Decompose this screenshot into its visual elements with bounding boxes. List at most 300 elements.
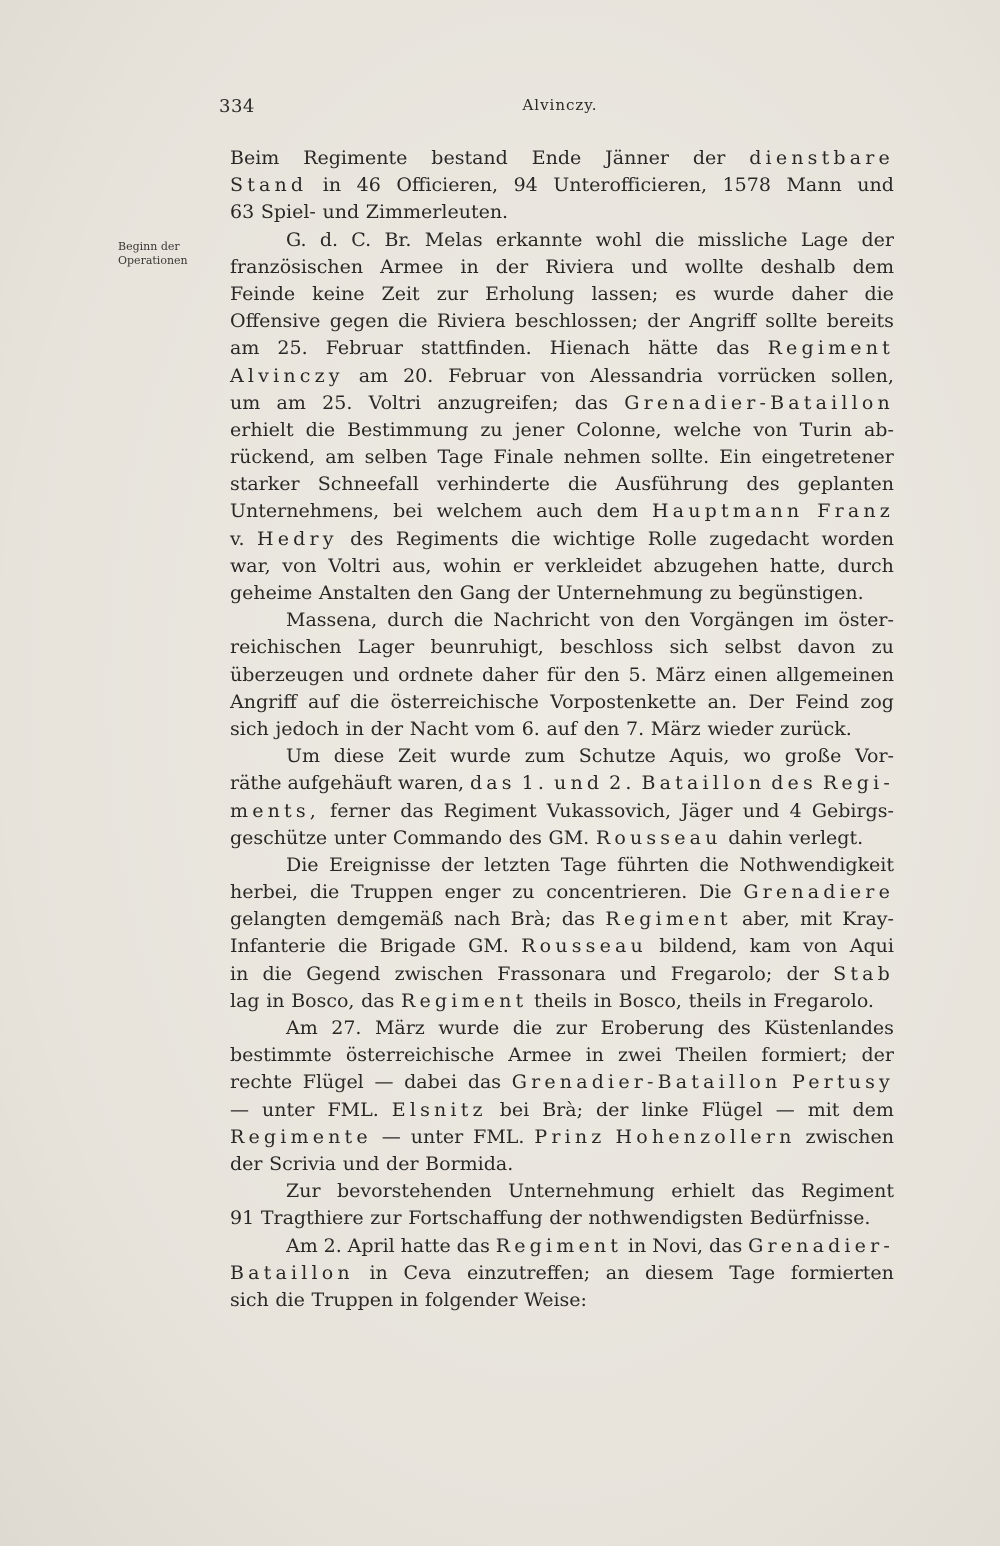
word: — bbox=[230, 1098, 249, 1121]
word: die bbox=[512, 1017, 543, 1039]
word: der bbox=[230, 1152, 263, 1175]
word: er bbox=[512, 554, 534, 577]
word: missliche bbox=[697, 228, 788, 251]
text-line bbox=[230, 607, 894, 634]
word: sollen, bbox=[831, 364, 894, 387]
text-line bbox=[230, 199, 894, 226]
word: Februar bbox=[448, 364, 526, 387]
word: diese bbox=[333, 745, 385, 768]
word: in bbox=[399, 1288, 419, 1311]
word: das bbox=[751, 1180, 785, 1203]
word: Truppen bbox=[351, 881, 433, 904]
word: wurde bbox=[438, 1017, 500, 1039]
word: am bbox=[358, 364, 389, 387]
word: der bbox=[386, 1152, 419, 1175]
word: geplanten bbox=[797, 473, 894, 496]
word: wichtige bbox=[552, 527, 636, 550]
word: und bbox=[742, 799, 780, 822]
word: allgemeinen bbox=[776, 663, 894, 686]
word: aber, bbox=[742, 908, 790, 931]
word: anzugreifen; bbox=[437, 391, 559, 414]
word: stattfinden. bbox=[421, 337, 532, 360]
word: große bbox=[784, 745, 842, 768]
word: das bbox=[708, 1234, 743, 1257]
word: Colonne, bbox=[576, 418, 662, 441]
word: die bbox=[453, 609, 484, 632]
word: Br. bbox=[384, 228, 412, 251]
word: einen bbox=[714, 663, 768, 686]
word: vorrücken bbox=[717, 364, 817, 387]
word: der bbox=[692, 147, 726, 169]
word: Zur bbox=[286, 1180, 321, 1203]
word: enger bbox=[444, 881, 501, 904]
word: — bbox=[374, 1071, 394, 1094]
text-line bbox=[230, 471, 894, 498]
word: 27. bbox=[331, 1017, 362, 1039]
word: mit bbox=[807, 1098, 840, 1121]
running-head: Alvinczy. bbox=[522, 96, 598, 114]
word: waren, bbox=[397, 772, 465, 795]
word: öster- bbox=[838, 609, 894, 632]
word: Am bbox=[286, 1017, 318, 1039]
word: den bbox=[583, 717, 620, 740]
word: erhielt bbox=[230, 418, 294, 441]
word: und bbox=[322, 201, 360, 224]
word: Alessandria bbox=[590, 364, 703, 387]
word: in bbox=[627, 1234, 647, 1257]
text-line bbox=[230, 1151, 894, 1178]
word: am bbox=[325, 446, 355, 469]
word: Aqui bbox=[849, 935, 894, 958]
word: Erholung bbox=[485, 282, 575, 305]
text-line bbox=[230, 308, 894, 335]
word: und bbox=[352, 663, 390, 686]
word: auf bbox=[308, 690, 339, 713]
word: im bbox=[804, 609, 829, 632]
word: und bbox=[857, 174, 894, 197]
text-line bbox=[230, 444, 894, 471]
word: des bbox=[771, 772, 817, 795]
word: die bbox=[654, 228, 685, 251]
word: französischen bbox=[230, 255, 364, 278]
page-number: 334 bbox=[219, 96, 255, 117]
word: 91 bbox=[230, 1207, 255, 1230]
word: dabei bbox=[404, 1071, 458, 1094]
word: Armee bbox=[508, 1044, 572, 1067]
word: mit bbox=[800, 908, 832, 931]
word: Ereignisse bbox=[329, 853, 431, 876]
word: Vor- bbox=[855, 745, 894, 768]
word: Um bbox=[286, 745, 321, 768]
word: Ein bbox=[719, 446, 752, 469]
word: 25. bbox=[277, 337, 308, 360]
word: des bbox=[717, 1017, 751, 1039]
word: 5. bbox=[628, 663, 647, 686]
word: dienstbare bbox=[749, 147, 894, 169]
word: Stand bbox=[230, 174, 308, 197]
word: des bbox=[350, 527, 384, 550]
word: Melas bbox=[424, 228, 483, 251]
text-line bbox=[230, 335, 894, 362]
word: Unterofficieren, bbox=[553, 174, 708, 197]
word: die bbox=[337, 935, 368, 958]
word: 2. bbox=[609, 772, 636, 795]
word: 46 bbox=[356, 174, 381, 197]
word: der bbox=[861, 1044, 894, 1067]
word: Unternehmung bbox=[508, 1180, 655, 1203]
word: 63 bbox=[230, 201, 255, 224]
text-line bbox=[230, 172, 894, 199]
word: Lager bbox=[357, 636, 415, 659]
word: beschloss bbox=[560, 636, 654, 659]
text-line bbox=[230, 852, 894, 879]
word: Nacht bbox=[409, 717, 469, 740]
word: und bbox=[554, 772, 604, 795]
word: theils bbox=[688, 989, 742, 1012]
word: der bbox=[786, 962, 819, 985]
margin-note-line: Beginn der bbox=[118, 240, 180, 253]
word: Februar bbox=[325, 337, 403, 360]
margin-note-line: Operationen bbox=[118, 254, 188, 267]
word: Vorpostenkette bbox=[550, 690, 697, 713]
word: reichischen bbox=[230, 636, 342, 659]
word: lag bbox=[230, 989, 260, 1012]
word: die bbox=[567, 473, 598, 496]
word: das bbox=[456, 1234, 490, 1257]
word: hatte, bbox=[769, 554, 826, 577]
word: jener bbox=[514, 418, 565, 441]
word: Lage bbox=[800, 228, 849, 251]
word: Eroberung bbox=[600, 1017, 705, 1039]
word: Grenadiere bbox=[743, 881, 894, 904]
word: Fregarolo; bbox=[670, 962, 773, 985]
word: Kray- bbox=[842, 908, 894, 931]
word: sich bbox=[669, 636, 709, 659]
word: Scrivia bbox=[269, 1152, 337, 1175]
word: in bbox=[266, 989, 285, 1012]
word: Grenadier- bbox=[748, 1234, 894, 1257]
word: Riviera bbox=[436, 310, 506, 333]
word: unter bbox=[262, 1098, 315, 1121]
word: eingetretener bbox=[761, 446, 894, 469]
word: GM. bbox=[468, 935, 509, 958]
word: einzutreffen; bbox=[466, 1261, 591, 1284]
word: von bbox=[802, 935, 838, 958]
word: Nachricht bbox=[493, 609, 590, 632]
text-line bbox=[230, 1015, 894, 1042]
word: durch bbox=[387, 609, 444, 632]
word: Bormida. bbox=[425, 1152, 514, 1175]
word: Fortschaffung bbox=[408, 1207, 543, 1230]
word: Nothwendigkeit bbox=[739, 853, 894, 876]
word: — bbox=[381, 1125, 401, 1148]
word: an. bbox=[707, 690, 738, 713]
word: unter bbox=[410, 1125, 464, 1148]
text-line bbox=[230, 580, 894, 607]
word: Franz bbox=[817, 500, 894, 523]
body-text bbox=[230, 145, 894, 1314]
word: Rolle bbox=[647, 527, 697, 550]
word: der bbox=[861, 228, 894, 251]
text-line bbox=[230, 227, 894, 254]
text-line bbox=[230, 363, 894, 390]
word: Bataillon bbox=[641, 772, 766, 795]
word: zum bbox=[524, 745, 565, 768]
word: keine bbox=[312, 282, 365, 305]
word: ferner bbox=[330, 799, 391, 822]
word: letzten bbox=[484, 853, 551, 876]
word: die bbox=[398, 310, 428, 333]
word: zugedacht bbox=[709, 527, 810, 550]
word: davon bbox=[797, 636, 856, 659]
word: Riviera bbox=[545, 255, 615, 278]
word: zwei bbox=[617, 1044, 662, 1067]
word: Aquis, bbox=[669, 745, 730, 768]
word: v. bbox=[230, 527, 245, 550]
word: FML. bbox=[473, 1125, 525, 1148]
text-line bbox=[230, 1260, 894, 1287]
word: welche bbox=[673, 418, 742, 441]
word: die bbox=[510, 527, 541, 550]
word: sollte. bbox=[650, 446, 710, 469]
word: bei bbox=[499, 1098, 530, 1121]
word: Feind bbox=[795, 690, 850, 713]
word: worden bbox=[821, 527, 894, 550]
word: Flügel bbox=[302, 1071, 364, 1094]
word: Gebirgs- bbox=[811, 799, 894, 822]
word: der bbox=[441, 853, 474, 876]
word: gegen bbox=[329, 310, 389, 333]
word: theils bbox=[534, 989, 588, 1012]
word: vom bbox=[474, 717, 516, 740]
word: Zeit bbox=[381, 282, 420, 305]
word: der bbox=[596, 1098, 629, 1121]
word: Weise: bbox=[524, 1288, 587, 1311]
word: Regimente bbox=[303, 147, 408, 169]
word: in bbox=[748, 989, 767, 1012]
word: in bbox=[322, 174, 342, 197]
text-line bbox=[230, 933, 894, 960]
word: Der bbox=[748, 690, 784, 713]
word: Commando bbox=[392, 826, 503, 849]
word: beschlossen; bbox=[515, 310, 638, 333]
text-line bbox=[230, 281, 894, 308]
word: verhinderte bbox=[436, 473, 550, 496]
word: Schneefall bbox=[317, 473, 419, 496]
word: d. bbox=[319, 228, 339, 251]
word: zu bbox=[709, 582, 732, 604]
word: Hauptmann bbox=[651, 500, 804, 523]
word: der bbox=[517, 582, 550, 604]
word: März bbox=[650, 717, 701, 740]
word: geheime bbox=[230, 582, 313, 604]
text-line bbox=[230, 1178, 894, 1205]
word: Pertusy bbox=[792, 1071, 894, 1094]
word: 25. bbox=[322, 391, 353, 414]
word: aus, bbox=[392, 554, 432, 577]
word: Grenadier-Bataillon bbox=[511, 1071, 782, 1094]
word: gelangten bbox=[230, 908, 327, 931]
word: Officieren, bbox=[396, 174, 499, 197]
word: Angriff bbox=[230, 690, 297, 713]
word: nothwendigsten bbox=[588, 1207, 743, 1230]
word: 1. bbox=[521, 772, 549, 795]
word: linke bbox=[641, 1098, 689, 1121]
word: G. bbox=[286, 228, 307, 251]
word: 20. bbox=[403, 364, 434, 387]
word: Gegend bbox=[306, 962, 381, 985]
word: auf bbox=[546, 717, 578, 740]
word: rechte bbox=[230, 1071, 293, 1094]
text-line bbox=[230, 743, 894, 770]
word: bestimmte bbox=[230, 1044, 332, 1067]
word: Offensive bbox=[230, 310, 321, 333]
word: starker bbox=[230, 473, 300, 496]
word: Zimmerleuten. bbox=[365, 201, 509, 224]
text-line bbox=[230, 417, 894, 444]
word: Voltri bbox=[328, 554, 381, 577]
word: und bbox=[619, 962, 657, 985]
word: das bbox=[561, 908, 595, 931]
word: Unternehmens, bbox=[230, 500, 380, 523]
text-line bbox=[230, 498, 894, 525]
word: Regiment bbox=[401, 989, 528, 1012]
text-line bbox=[230, 988, 894, 1015]
word: für bbox=[546, 663, 576, 686]
word: den bbox=[644, 609, 681, 632]
word: Zeit bbox=[398, 745, 437, 768]
word: Hedry bbox=[257, 527, 338, 550]
word: rückend, bbox=[230, 446, 316, 469]
word: Theilen bbox=[675, 1044, 748, 1067]
word: selben bbox=[364, 446, 428, 469]
word: Regimente bbox=[230, 1125, 372, 1148]
word: die bbox=[864, 282, 894, 305]
word: bereits bbox=[826, 310, 894, 333]
word: Regiment bbox=[801, 1180, 894, 1203]
text-line bbox=[230, 390, 894, 417]
word: an bbox=[605, 1261, 630, 1284]
word: das bbox=[361, 989, 395, 1012]
text-line bbox=[230, 879, 894, 906]
word: Gang bbox=[459, 582, 511, 604]
word: zur bbox=[370, 1207, 402, 1230]
word: sich bbox=[230, 717, 269, 740]
word: zu bbox=[480, 418, 503, 441]
text-line bbox=[230, 1233, 894, 1260]
word: das bbox=[716, 337, 750, 360]
word: den bbox=[584, 663, 620, 686]
word: kam bbox=[749, 935, 791, 958]
word: die bbox=[305, 418, 336, 441]
word: zu bbox=[512, 881, 535, 904]
word: in bbox=[345, 717, 364, 740]
word: Jäger bbox=[681, 799, 733, 822]
word: der bbox=[647, 310, 680, 333]
word: März bbox=[374, 1017, 425, 1039]
word: concentrieren. bbox=[546, 881, 688, 904]
word: Vukassovich, bbox=[546, 799, 672, 822]
word: zur bbox=[555, 1017, 588, 1039]
text-line bbox=[230, 689, 894, 716]
word: Angriff bbox=[689, 310, 756, 333]
text-line bbox=[230, 254, 894, 281]
word: Mann bbox=[786, 174, 842, 197]
word: wohl bbox=[595, 228, 642, 251]
word: Spiel- bbox=[260, 201, 316, 224]
text-line bbox=[230, 526, 894, 553]
word: zu bbox=[871, 636, 894, 659]
word: demgemäß bbox=[336, 908, 444, 931]
text-line bbox=[230, 770, 894, 797]
word: von bbox=[753, 418, 788, 441]
text-line bbox=[230, 716, 894, 743]
word: GM. bbox=[548, 826, 590, 849]
word: Die bbox=[699, 881, 732, 904]
word: wurde bbox=[449, 745, 511, 768]
word: Flügel bbox=[701, 1098, 763, 1121]
word: Regiment bbox=[605, 908, 732, 931]
word: durch bbox=[837, 554, 894, 577]
word: Alvinczy bbox=[230, 364, 344, 387]
word: von bbox=[282, 554, 317, 577]
word: war, bbox=[230, 554, 271, 577]
word: das bbox=[400, 799, 434, 822]
word: österreichische bbox=[345, 1044, 495, 1067]
word: — bbox=[775, 1098, 795, 1121]
word: das bbox=[574, 391, 609, 414]
word: Stab bbox=[833, 962, 894, 985]
word: dem bbox=[852, 255, 894, 278]
word: räthe bbox=[230, 772, 282, 795]
word: Tage bbox=[560, 853, 607, 876]
word: Bosco, bbox=[291, 989, 355, 1012]
word: dem bbox=[596, 500, 639, 523]
word: und bbox=[342, 1152, 380, 1175]
text-line bbox=[230, 662, 894, 689]
word: zur bbox=[436, 282, 469, 305]
word: Hienach bbox=[549, 337, 631, 360]
word: das bbox=[467, 1071, 502, 1094]
word: April bbox=[347, 1234, 395, 1257]
word: 1578 bbox=[722, 174, 771, 197]
word: Tragthiere bbox=[260, 1207, 364, 1230]
word: das bbox=[469, 772, 516, 795]
word: die bbox=[275, 1288, 305, 1311]
word: Anstalten bbox=[318, 582, 411, 604]
word: nehmen bbox=[563, 446, 641, 469]
word: formiert; bbox=[761, 1044, 848, 1067]
word: Am bbox=[286, 1234, 318, 1257]
word: Bedürfnisse. bbox=[749, 1207, 871, 1230]
text-line bbox=[230, 1205, 894, 1232]
word: in bbox=[460, 255, 479, 278]
word: Feinde bbox=[230, 282, 296, 305]
text-line bbox=[230, 1069, 894, 1096]
margin-note bbox=[118, 240, 218, 268]
word: Rousseau bbox=[521, 935, 647, 958]
word: 2. bbox=[323, 1234, 342, 1257]
word: hatte bbox=[400, 1234, 451, 1257]
word: aufgehäuft bbox=[287, 772, 392, 795]
word: wo bbox=[743, 745, 771, 768]
word: überzeugen bbox=[230, 663, 344, 686]
word: von bbox=[599, 609, 635, 632]
word: zwischen bbox=[394, 962, 484, 985]
word: begünstigen. bbox=[738, 582, 864, 604]
word: beunruhigt, bbox=[430, 636, 544, 659]
word: führten bbox=[617, 853, 689, 876]
